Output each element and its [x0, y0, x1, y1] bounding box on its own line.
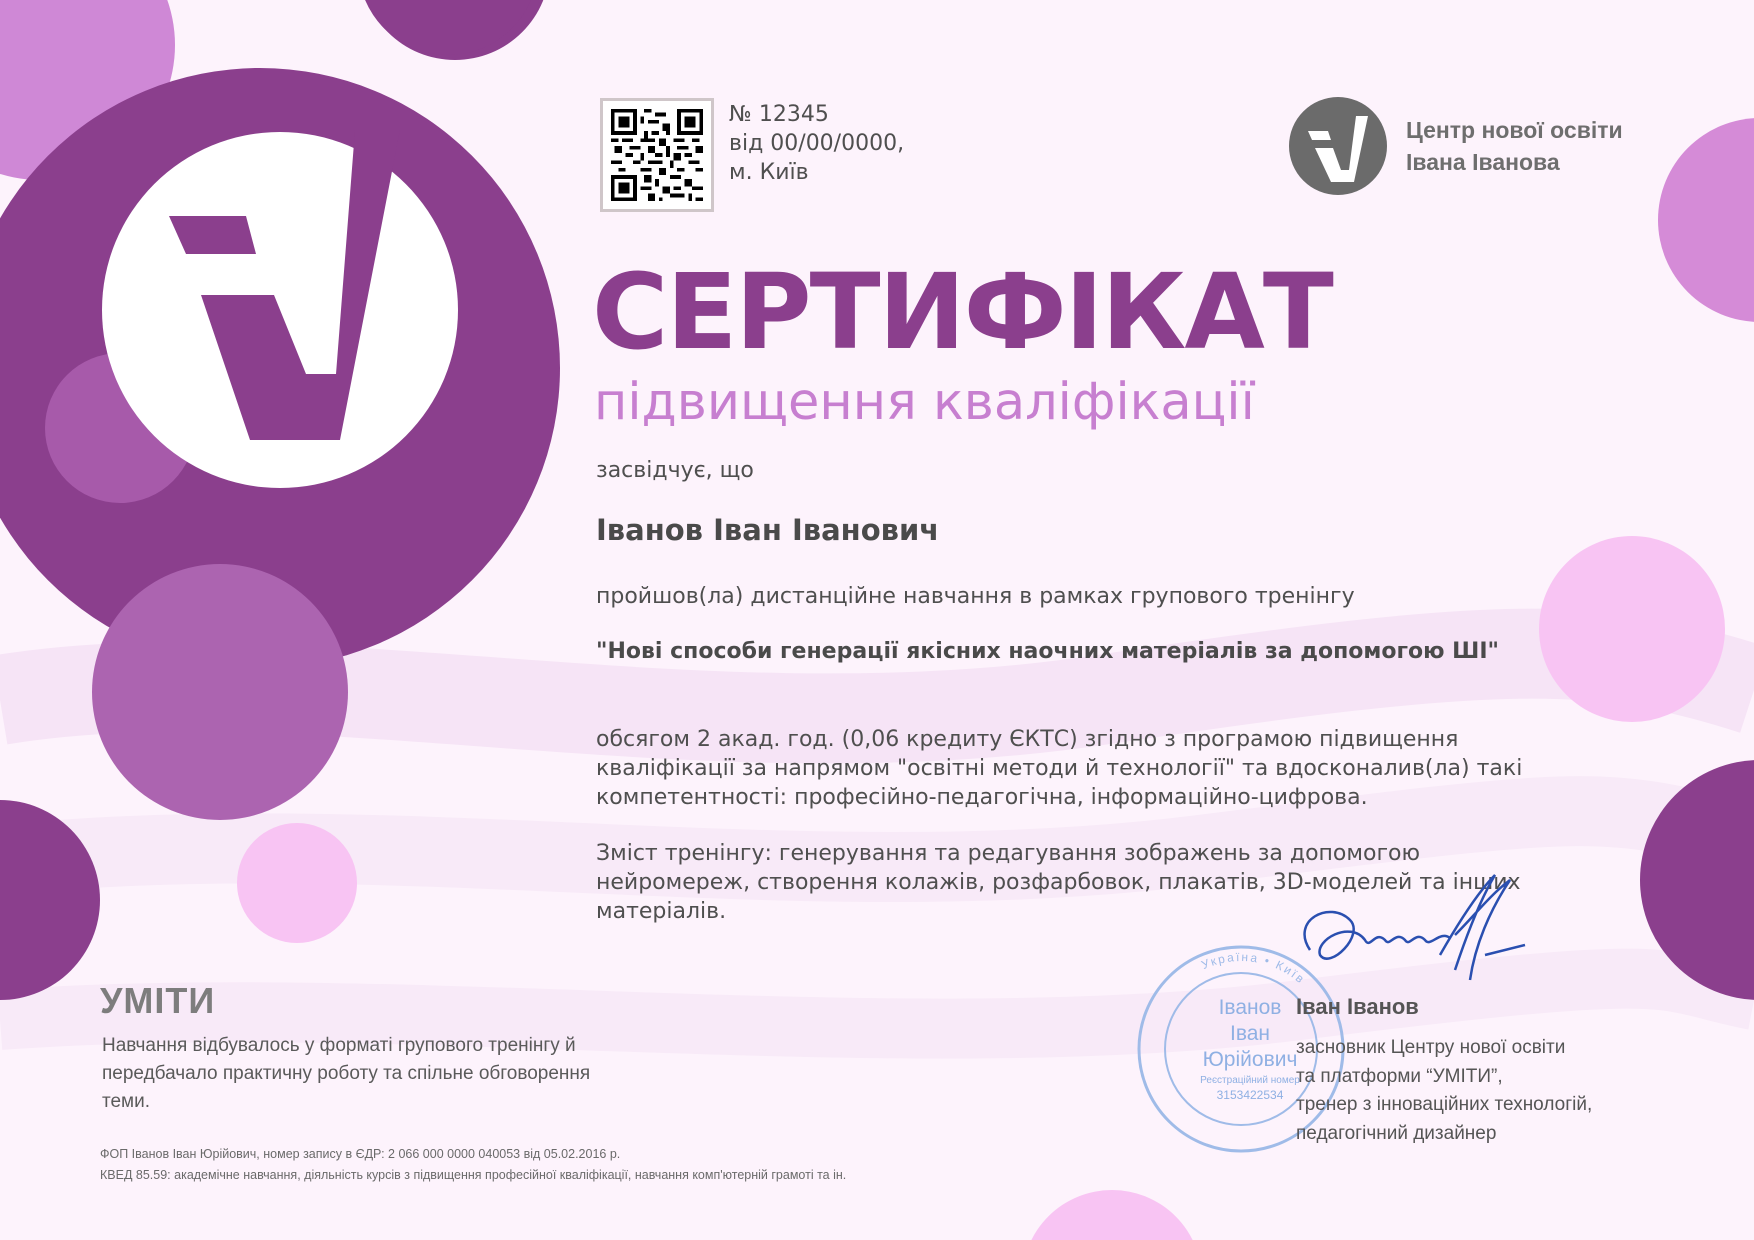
organization-name-line1: Центр нової освіти	[1406, 117, 1623, 143]
checkmark-v-logo-icon	[1288, 96, 1388, 196]
legal-line-1: ФОП Іванов Іван Юрійович, номер запису в ЄДР: 2 066 000 0000 040053 від 05.02.2016 р.	[100, 1147, 621, 1161]
legal-line-2: КВЕД 85.59: академічне навчання, діяльність курсів з підвищення професійної кваліфікації, навчання комп'ютерній грамоті та ін.	[100, 1168, 847, 1182]
certificate-date: від 00/00/0000,	[729, 131, 905, 156]
certificate-number: № 12345	[729, 102, 829, 127]
signer-role-line1: засновник Центру нової освіти	[1296, 1037, 1566, 1058]
signer-role-line3: тренер з інноваційних технологій,	[1296, 1094, 1593, 1115]
brand-name: УМІТИ	[100, 980, 216, 1021]
stamp-line3: Юрійович	[1202, 1048, 1298, 1071]
stamp-line2: Іван	[1229, 1022, 1271, 1045]
organization-name	[1406, 114, 1623, 178]
certificate-city: м. Київ	[729, 160, 809, 185]
brand-note: Навчання відбувалось у форматі групового тренінгу й передбачало практичну роботу та спільне обговорення теми.	[102, 1035, 591, 1112]
recipient-name: Іванов Іван Іванович	[596, 513, 940, 547]
organization-name-line2: Івана Іванова	[1406, 149, 1560, 175]
signer-role-line2: та платформи “УМІТИ”,	[1296, 1065, 1503, 1087]
stamp-line1: Іванов	[1218, 996, 1282, 1019]
certificate-meta	[729, 100, 904, 187]
course-volume-text: обсягом 2 акад. год. (0,06 кредиту ЄКТС) згідно з програмою підвищення кваліфікації за напрямом "освітні методи й технології" та вдосконалив(ла) такі компетентності: професійно-педагогічна, інформаційно-цифрова.	[596, 727, 1523, 810]
course-content-text: Зміст тренінгу: генерування та редагування зображень за допомогою нейромереж, створення колажів, розфарбовок, плакатів, 3D-моделей та інших матеріалів.	[596, 841, 1521, 924]
certificate-subtitle: підвищення кваліфікації	[594, 373, 1255, 432]
signer-name: Іван Іванов	[1296, 994, 1419, 1019]
signer-role-line4: педагогічний дизайнер	[1296, 1122, 1497, 1144]
legal-info	[100, 1144, 846, 1186]
qr-code[interactable]	[600, 98, 714, 212]
stamp-ring-text: Україна • Київ	[1199, 949, 1309, 987]
certificate-title: СЕРТИФІКАТ	[592, 251, 1332, 373]
handwritten-signature	[1290, 860, 1540, 1000]
stamp-line4: Реєстраційний номер	[1200, 1075, 1300, 1086]
certifies-text: засвідчує, що	[596, 458, 754, 483]
stamp-line5: 3153422534	[1216, 1088, 1284, 1102]
signer-role	[1296, 1034, 1656, 1148]
course-title: "Нові способи генерації якісних наочних матеріалів за допомогою ШІ"	[596, 639, 1499, 664]
completed-text: пройшов(ла) дистанційне навчання в рамках групового тренінгу	[596, 584, 1355, 609]
